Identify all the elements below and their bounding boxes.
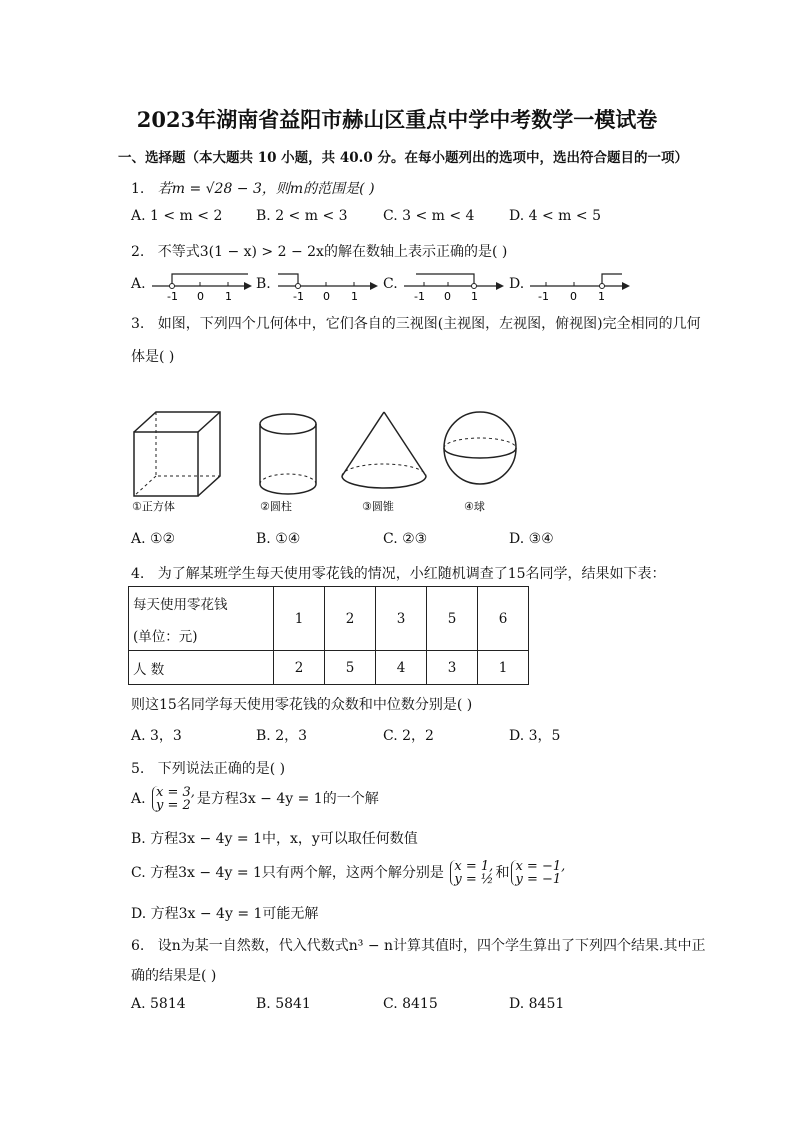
option-a[interactable]: A. 5814 — [131, 996, 186, 1012]
question-3-stem — [131, 313, 701, 333]
equation-line: x = 3, — [156, 785, 195, 800]
question-number: 6. — [131, 938, 145, 954]
shape-label: ④球 — [464, 500, 485, 513]
number-line-d[interactable] — [530, 268, 630, 302]
tick-label: 1 — [351, 290, 358, 303]
question-text: 设n为某一自然数，代入代数式n³ − n计算其值时，四个学生算出了下列四个结果.其中正 — [157, 938, 706, 954]
option-d[interactable]: D. ③④ — [509, 531, 554, 547]
option-d[interactable]: D. 3，5 — [509, 728, 561, 744]
shape-label: ③圆锥 — [362, 500, 394, 513]
equation-line: x = −1, — [515, 859, 566, 874]
question-text: 如图，下列四个几何体中，它们各自的三视图(主视图，左视图，俯视图)完全相同的几何 — [157, 316, 701, 332]
option-a[interactable]: A. 3，3 — [131, 728, 182, 744]
option-c[interactable]: C. 8415 — [383, 996, 438, 1012]
table-row — [129, 587, 529, 651]
table-row — [129, 651, 529, 685]
table-header-cell — [129, 587, 274, 651]
question-text: 不等式3(1 − x) > 2 − 2x的解在数轴上表示正确的是( ) — [157, 244, 508, 260]
tick-label: -1 — [293, 290, 304, 303]
question-5-stem — [131, 758, 285, 778]
option-b[interactable]: B. 2，3 — [256, 728, 308, 744]
option-c[interactable]: C. 3 < m < 4 — [383, 208, 475, 224]
option-d[interactable]: D. — [509, 276, 525, 292]
page-title: 2023年湖南省益阳市赫山区重点中学中考数学一模试卷 — [136, 107, 658, 132]
option-a[interactable]: A. 1 < m < 2 — [131, 208, 223, 224]
equation-system — [450, 860, 493, 886]
equation-line: y = −1 — [515, 872, 562, 887]
section-heading: 一、选择题（本大题共 10 小题，共 40.0 分。在每小题列出的选项中，选出符合题目的一项） — [118, 150, 688, 166]
tick-label: 0 — [323, 290, 330, 303]
question-1-stem — [131, 178, 375, 198]
option-text: 和 — [495, 865, 510, 881]
question-4-stem — [131, 563, 666, 583]
question-number: 2. — [131, 244, 145, 260]
cone-figure — [338, 410, 430, 514]
tick-label: 0 — [197, 290, 204, 303]
option-a[interactable]: A. — [131, 276, 146, 292]
tick-label: 1 — [598, 290, 605, 303]
question-text: 若m = √28 − 3，则m的范围是( ) — [157, 181, 375, 197]
question-2-stem — [131, 241, 507, 261]
shape-label: ②圆柱 — [260, 500, 292, 513]
tick-label: 1 — [471, 290, 478, 303]
equation-system — [152, 786, 195, 812]
table-cell: 1 — [478, 651, 529, 685]
number-line-c[interactable] — [404, 268, 504, 302]
equation-line: y = 2 — [156, 798, 191, 813]
question-number: 5. — [131, 761, 145, 777]
option-c[interactable]: C. — [383, 276, 398, 292]
number-line-a[interactable] — [152, 268, 252, 302]
table-cell: 1 — [274, 587, 325, 651]
tick-label: 0 — [444, 290, 451, 303]
tick-label: 1 — [225, 290, 232, 303]
option-c[interactable] — [131, 860, 567, 886]
option-d[interactable]: D. 4 < m < 5 — [509, 208, 601, 224]
option-d[interactable]: D. 8451 — [509, 996, 565, 1012]
cube-figure — [130, 410, 226, 514]
cylinder-figure — [254, 410, 330, 514]
header-line: (单位：元) — [133, 628, 198, 645]
table-cell: 5 — [427, 587, 478, 651]
shape-label: ①正方体 — [132, 500, 175, 513]
tick-label: -1 — [414, 290, 425, 303]
number-line-b[interactable] — [278, 268, 378, 302]
question-6-stem — [131, 935, 705, 955]
data-table — [128, 586, 529, 685]
table-cell: 2 — [325, 587, 376, 651]
option-c[interactable]: C. 2，2 — [383, 728, 434, 744]
option-a[interactable]: A. ①② — [131, 531, 176, 547]
question-text: 下列说法正确的是( ) — [157, 761, 286, 777]
table-cell: 6 — [478, 587, 529, 651]
table-header-cell: 人 数 — [129, 651, 274, 685]
table-cell: 4 — [376, 651, 427, 685]
equation-system — [511, 860, 565, 886]
option-d[interactable]: D. 方程3x − 4y = 1可能无解 — [131, 906, 319, 922]
question-text: 为了解某班学生每天使用零花钱的情况，小红随机调查了15名同学，结果如下表： — [157, 566, 666, 582]
table-cell: 3 — [376, 587, 427, 651]
question-number: 3. — [131, 316, 145, 332]
option-b[interactable]: B. ①④ — [256, 531, 301, 547]
sphere-figure — [440, 410, 524, 514]
option-text: C. 方程3x − 4y = 1只有两个解，这两个解分别是 — [131, 865, 444, 881]
table-cell: 3 — [427, 651, 478, 685]
option-c[interactable]: C. ②③ — [383, 531, 428, 547]
option-a[interactable] — [131, 786, 379, 812]
header-line: 每天使用零花钱 — [133, 596, 228, 613]
question-6-stem-cont: 确的结果是( ) — [131, 968, 217, 984]
tick-label: 0 — [570, 290, 577, 303]
table-cell: 2 — [274, 651, 325, 685]
question-3-stem-cont: 体是( ) — [131, 349, 175, 365]
equation-line: x = 1, — [454, 859, 494, 874]
option-b[interactable]: B. 方程3x − 4y = 1中，x，y可以取任何数值 — [131, 831, 418, 847]
option-text: 是方程3x − 4y = 1的一个解 — [196, 791, 379, 807]
question-4-followup: 则这15名同学每天使用零花钱的众数和中位数分别是( ) — [131, 697, 473, 713]
tick-label: -1 — [538, 290, 549, 303]
question-number: 1. — [131, 181, 145, 197]
option-b[interactable]: B. 2 < m < 3 — [256, 208, 348, 224]
option-b[interactable]: B. — [256, 276, 271, 292]
question-number: 4. — [131, 566, 145, 582]
tick-label: -1 — [167, 290, 178, 303]
equation-line: y = ½ — [454, 872, 494, 887]
option-letter: A. — [131, 791, 146, 807]
table-cell: 5 — [325, 651, 376, 685]
option-b[interactable]: B. 5841 — [256, 996, 311, 1012]
